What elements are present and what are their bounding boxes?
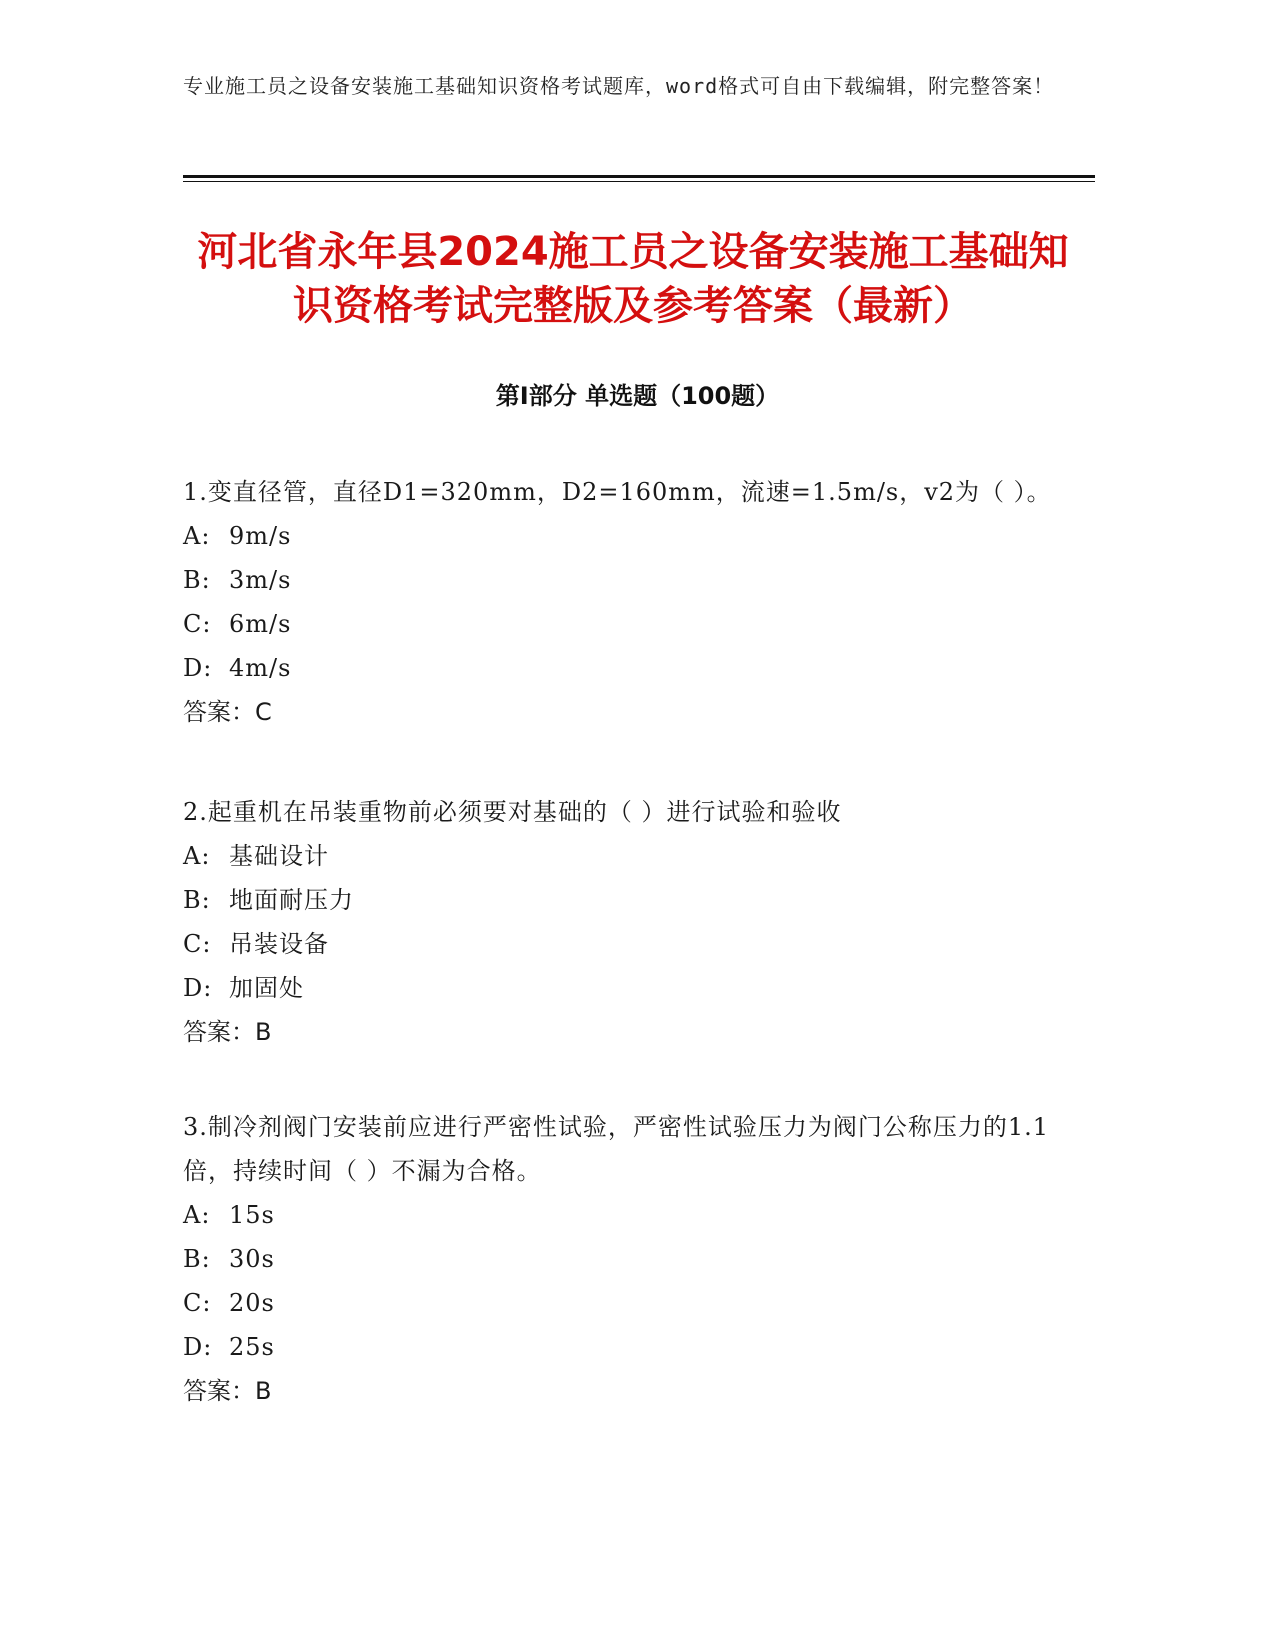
option-key: A: (183, 522, 211, 550)
answer: 答案：B (183, 1377, 272, 1405)
option-key: D: (183, 654, 213, 682)
option-key: C: (183, 1289, 212, 1317)
option-key: B: (183, 886, 211, 914)
option-text: 4m/s (229, 654, 292, 682)
option (183, 1325, 1083, 1369)
option (183, 966, 1083, 1010)
header-rule-thin (183, 181, 1095, 182)
option (183, 1281, 1083, 1325)
header-rule-thick (183, 175, 1095, 178)
answer: 答案：C (183, 698, 272, 726)
option-text: 吊装设备 (229, 930, 329, 958)
option (183, 514, 1083, 558)
option (183, 1237, 1083, 1281)
option-key: A: (183, 1201, 211, 1229)
question-block (183, 470, 1083, 734)
question-text: 1.变直径管，直径D1=320mm，D2=160mm，流速=1.5m/s，v2为（ ）。 (183, 478, 1052, 506)
question-text: 2.起重机在吊装重物前必须要对基础的（ ）进行试验和验收 (183, 798, 842, 826)
question-block (183, 1105, 1083, 1413)
option-text: 20s (229, 1289, 275, 1317)
option-text: 基础设计 (229, 842, 329, 870)
option-text: 加固处 (229, 974, 304, 1002)
option (183, 878, 1083, 922)
option (183, 602, 1083, 646)
option-text: 9m/s (229, 522, 292, 550)
section-title: 第Ⅰ部分 单选题（100题） (495, 382, 780, 410)
option-text: 30s (229, 1245, 275, 1273)
option-key: D: (183, 974, 213, 1002)
answer: 答案：B (183, 1018, 272, 1046)
option-key: B: (183, 566, 211, 594)
document-title: 河北省永年县2024施工员之设备安装施工基础知识资格考试完整版及参考答案（最新） (197, 229, 1069, 329)
option (183, 1193, 1083, 1237)
question-block (183, 790, 1083, 1054)
option-text: 3m/s (229, 566, 292, 594)
option-text: 地面耐压力 (229, 886, 354, 914)
option (183, 646, 1083, 690)
option (183, 834, 1083, 878)
option-key: A: (183, 842, 211, 870)
option-key: D: (183, 1333, 213, 1361)
option-key: C: (183, 610, 212, 638)
option-text: 25s (229, 1333, 275, 1361)
header-note: 专业施工员之设备安装施工基础知识资格考试题库，word格式可自由下载编辑，附完整答案！ (183, 74, 1055, 98)
question-text: 3.制冷剂阀门安装前应进行严密性试验，严密性试验压力为阀门公称压力的1.1倍，持续时间（ ）不漏为合格。 (183, 1113, 1050, 1185)
option-text: 15s (229, 1201, 275, 1229)
option-key: B: (183, 1245, 211, 1273)
option-text: 6m/s (229, 610, 292, 638)
option (183, 922, 1083, 966)
option-key: C: (183, 930, 212, 958)
option (183, 558, 1083, 602)
